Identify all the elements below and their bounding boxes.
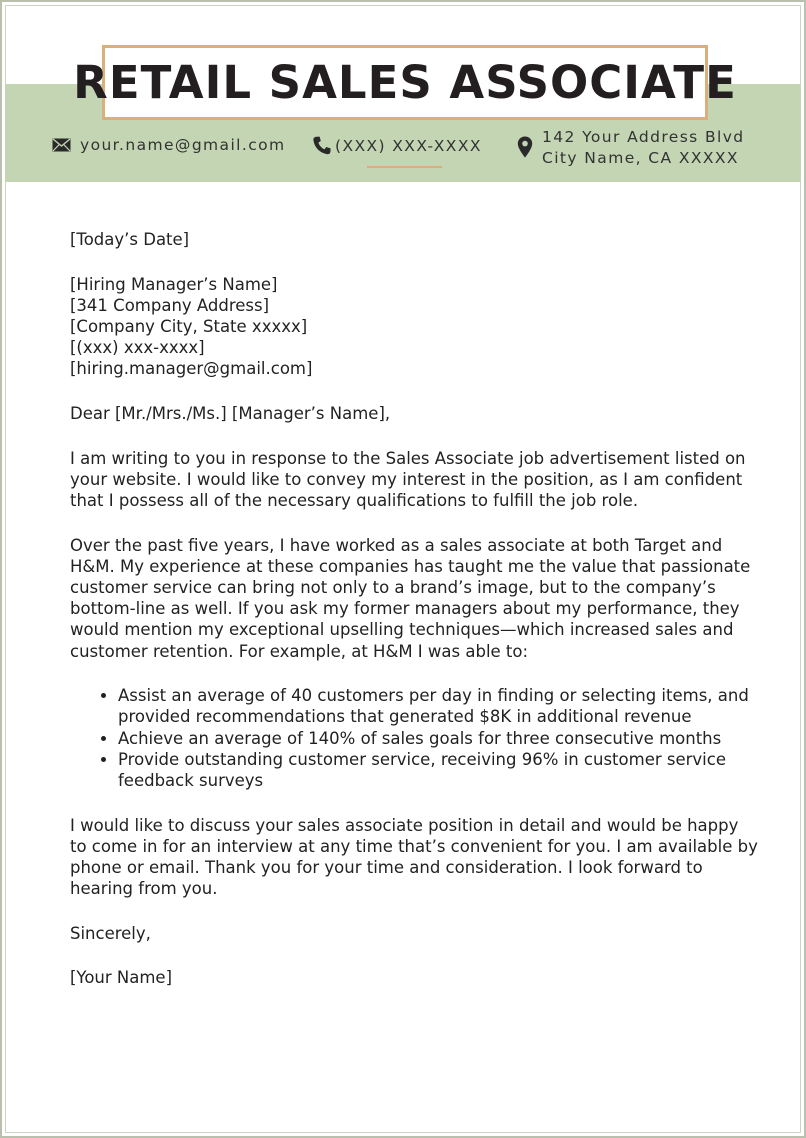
recipient-phone: [(xxx) xxx-xxxx] [70, 338, 205, 358]
recipient-email: [hiring.manager@gmail.com] [70, 359, 313, 379]
recipient-address: [341 Company Address] [70, 295, 270, 315]
salutation: Dear [Mr./Mrs./Ms.] [Manager’s Name], [70, 404, 391, 423]
body-paragraph-2: Over the past five years, I have worked as a sales associate at both Target and H&M. My experience at these companies has taught me the value that passionate customer service can bring not only to a brand’s image, but to the company’s bottom-line as well. If you ask my former managers about my performance, they would mention my exceptional upselling techniques—which increased sales and customer retention. For example, at H&M I was able to: [70, 535, 751, 661]
phone-icon [313, 136, 331, 155]
closing-paragraph: I would like to discuss your sales associate position in detail and would be happy to come in for an interview at any time that’s convenient for you. I am available by phone or email. Thank you for your time and consideration. I look forward to hearing from you. [70, 815, 758, 899]
letter-body [70, 229, 760, 1012]
address-line-1: 142 Your Address Blvd [542, 128, 745, 146]
accent-divider [367, 166, 442, 168]
email-text: your.name@gmail.com [80, 136, 286, 154]
list-item: • Provide outstanding customer service, receiving 96% in customer service feedback surveys [118, 749, 760, 791]
achievement-list [70, 685, 760, 791]
recipient-block [70, 274, 760, 380]
list-item: • Assist an average of 40 customers per day in finding or selecting items, and provided recommendations that generated $8K in additional revenue [118, 685, 760, 727]
contact-email [52, 136, 286, 154]
letter-date: [Today’s Date] [70, 230, 190, 249]
contact-address [517, 127, 745, 169]
phone-text: (XXX) XXX-XXXX [335, 136, 482, 155]
contact-phone [313, 136, 482, 155]
sign-off: Sincerely, [70, 923, 151, 943]
recipient-name: [Hiring Manager’s Name] [70, 274, 278, 294]
body-paragraph-1: I am writing to you in response to the Sales Associate job advertisement listed on your website. I would like to convey my interest in the position, as I am confident that I possess all of the necessary qualifications to fulfill the job role. [70, 448, 746, 510]
envelope-icon [52, 138, 71, 152]
signature: [Your Name] [70, 968, 173, 988]
title-box [73, 45, 737, 120]
job-title: RETAIL SALES ASSOCIATE [73, 56, 737, 109]
recipient-city: [Company City, State xxxxx] [70, 317, 308, 336]
map-pin-icon [517, 136, 533, 158]
address-line-2: City Name, CA XXXXX [542, 149, 739, 167]
list-item: • Achieve an average of 140% of sales goals for three consecutive months [118, 728, 760, 749]
